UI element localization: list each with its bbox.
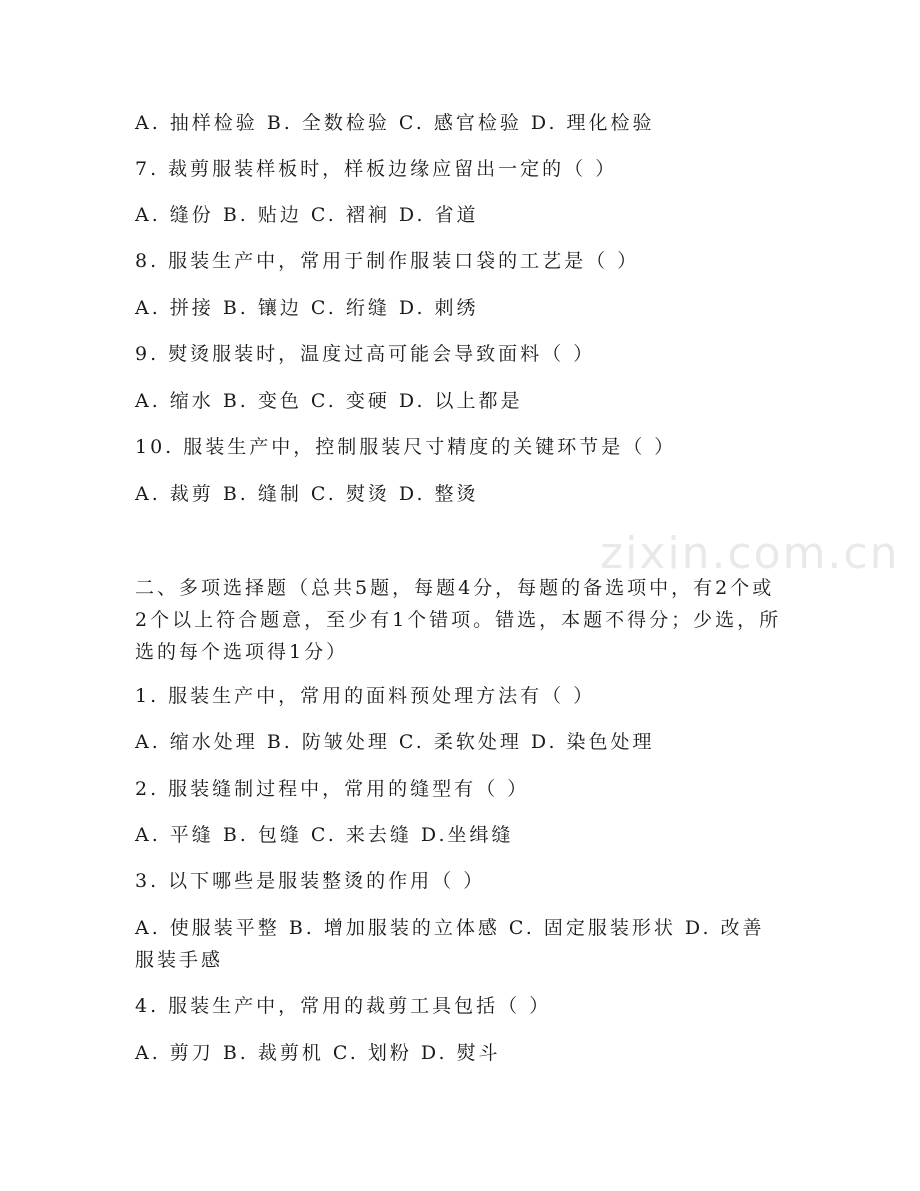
q10-options: A. 裁剪 B. 缝制 C. 熨烫 D. 整烫 — [135, 483, 479, 505]
section2-heading: 二、多项选择题（总共5题，每题4分，每题的备选项中，有2个或2个以上符合题意，至少有1个错项。错选，本题不得分；少选，所选的每个选项得1分） — [135, 577, 782, 663]
q8-text: 8. 服装生产中，常用于制作服装口袋的工艺是（ ） — [135, 250, 640, 272]
s2-q3-text: 3. 以下哪些是服装整烫的作用（ ） — [135, 870, 486, 892]
s2-q4-options: A. 剪刀 B. 裁剪机 C. 划粉 D. 熨斗 — [135, 1042, 501, 1064]
s2-q1-text: 1. 服装生产中，常用的面料预处理方法有（ ） — [135, 685, 596, 707]
s2-q3-options: A. 使服装平整 B. 增加服装的立体感 C. 固定服装形状 D. 改善服装手感 — [135, 917, 765, 971]
s2-q1-options: A. 缩水处理 B. 防皱处理 C. 柔软处理 D. 染色处理 — [135, 731, 655, 753]
q9-options: A. 缩水 B. 变色 C. 变硬 D. 以上都是 — [135, 390, 523, 412]
q7-options: A. 缝份 B. 贴边 C. 褶裥 D. 省道 — [135, 204, 479, 226]
s2-q2-options: A. 平缝 B. 包缝 C. 来去缝 D.坐缉缝 — [135, 824, 514, 846]
q8-options: A. 拼接 B. 镶边 C. 绗缝 D. 刺绣 — [135, 297, 479, 319]
q7-text: 7. 裁剪服装样板时，样板边缘应留出一定的（ ） — [135, 158, 618, 180]
q10-text: 10. 服装生产中，控制服装尺寸精度的关键环节是（ ） — [135, 436, 677, 458]
s2-q2-text: 2. 服装缝制过程中，常用的缝型有（ ） — [135, 778, 530, 800]
q6-options: A. 抽样检验 B. 全数检验 C. 感官检验 D. 理化检验 — [135, 112, 655, 134]
watermark: zixin.com.cn — [600, 528, 900, 579]
q9-text: 9. 熨烫服装时，温度过高可能会导致面料（ ） — [135, 343, 596, 365]
s2-q4-text: 4. 服装生产中，常用的裁剪工具包括（ ） — [135, 995, 552, 1017]
